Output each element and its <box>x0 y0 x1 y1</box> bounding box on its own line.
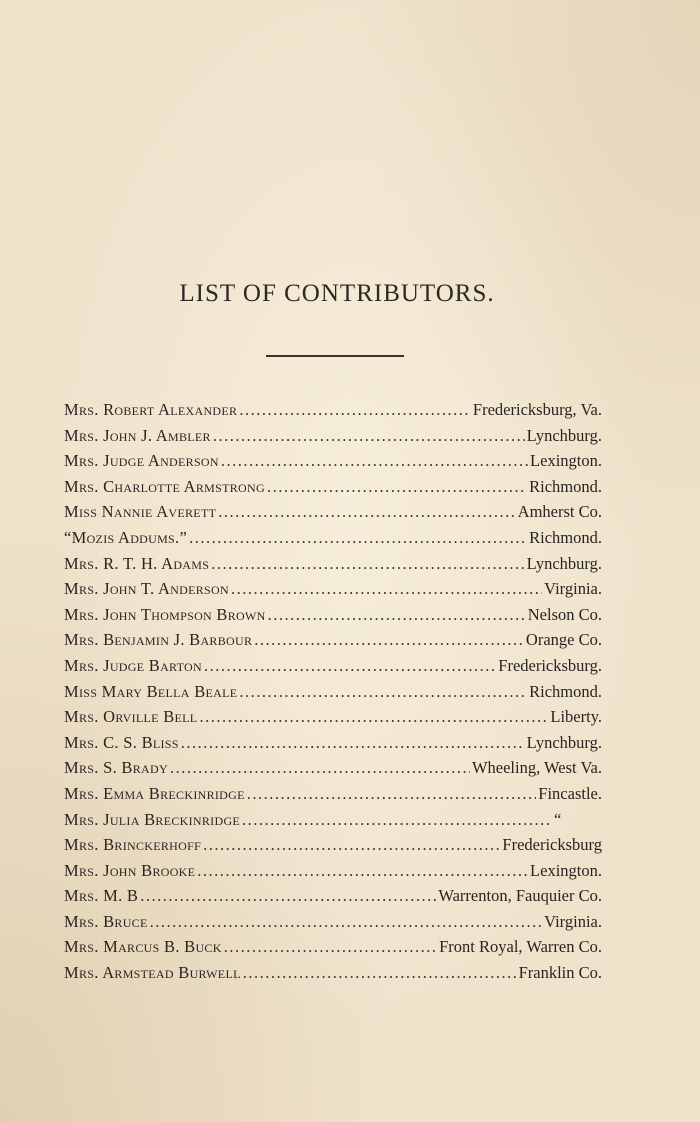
contributor-place: Lynchburg. <box>526 732 602 752</box>
contributor-place: Lynchburg. <box>526 425 602 445</box>
contributor-name: Mrs. Julia Breckinridge <box>64 809 241 829</box>
contributor-name: Mrs. Brinckerhoff <box>64 835 202 855</box>
dot-leader <box>243 960 517 986</box>
contributor-place: Front Royal, Warren Co. <box>439 937 602 957</box>
contributor-name: Mrs. S. Brady <box>64 758 168 778</box>
contributor-place: Warrenton, Fauquier Co. <box>438 886 602 906</box>
dot-leader <box>242 807 552 833</box>
contributor-entry <box>64 653 602 679</box>
contributor-name: “Mozis Addums.” <box>64 527 188 547</box>
contributor-place: Orange Co. <box>525 630 602 650</box>
contributor-name: Mrs. C. S. Bliss <box>64 732 179 752</box>
dot-leader <box>221 448 528 474</box>
contributor-name: Mrs. R. T. H. Adams <box>64 553 210 573</box>
contributor-entry <box>64 423 602 449</box>
dot-leader <box>254 627 524 653</box>
dot-leader <box>267 474 527 500</box>
contributor-entry <box>64 704 602 730</box>
contributor-entry <box>64 679 602 705</box>
contributor-name: Mrs. Benjamin J. Barbour <box>64 630 253 650</box>
dot-leader <box>203 832 500 858</box>
contributor-name: Mrs. John T. Anderson <box>64 579 229 599</box>
contributor-place: Nelson Co. <box>527 604 602 624</box>
contributor-name: Mrs. M. B <box>64 886 139 906</box>
contributor-place: “ <box>554 809 562 829</box>
contributor-name: Miss Nannie Averett <box>64 502 217 522</box>
contributor-name: Mrs. Orville Bell <box>64 707 198 727</box>
contributor-place: Richmond. <box>529 527 602 547</box>
page-title: LIST OF CONTRIBUTORS. <box>179 280 495 307</box>
contributor-name: Mrs. John Brooke <box>64 860 196 880</box>
contributor-entry <box>64 883 602 909</box>
contributor-name: Mrs. Emma Breckinridge <box>64 783 245 803</box>
dot-leader <box>199 704 548 730</box>
contributor-name: Mrs. John Thompson Brown <box>64 604 266 624</box>
contributor-place: Lexington. <box>530 860 602 880</box>
dot-leader <box>189 525 527 551</box>
contributor-entry <box>64 934 602 960</box>
contributor-place: Wheeling, West Va. <box>471 758 602 778</box>
contributor-name: Mrs. John J. Ambler <box>64 425 211 445</box>
dot-leader <box>181 730 525 756</box>
contributor-name: Mrs. Charlotte Armstrong <box>64 476 265 496</box>
contributor-place: Lynchburg. <box>526 553 602 573</box>
dot-leader <box>140 883 436 909</box>
contributor-entry <box>64 448 602 474</box>
contributor-entry <box>64 755 602 781</box>
dot-leader <box>218 499 515 525</box>
contributor-entry <box>64 730 602 756</box>
contributor-entry <box>64 602 602 628</box>
dot-leader <box>247 781 537 807</box>
contributor-place: Lexington. <box>530 451 602 471</box>
dot-leader <box>170 755 470 781</box>
contributor-name: Miss Mary Bella Beale <box>64 681 238 701</box>
contributor-place: Amherst Co. <box>517 502 602 522</box>
contributor-entry <box>64 858 602 884</box>
contributor-entry <box>64 832 602 858</box>
contributor-entry <box>64 781 602 807</box>
contributor-entry <box>64 474 602 500</box>
dot-leader <box>239 397 471 423</box>
dot-leader <box>211 551 524 577</box>
contributor-place: Fredericksburg, Va. <box>472 400 602 419</box>
contributor-place: Richmond. <box>529 476 602 496</box>
contributor-entry <box>64 960 602 986</box>
contributor-entry <box>64 525 602 551</box>
dot-leader <box>231 576 542 602</box>
contributor-place: Liberty. <box>550 707 602 727</box>
dot-leader <box>239 679 527 705</box>
contributor-list <box>64 397 602 986</box>
contributor-place: Fincastle. <box>538 783 602 803</box>
contributor-entry <box>64 909 602 935</box>
contributor-place: Fredericksburg <box>502 835 602 855</box>
contributor-entry <box>64 397 602 423</box>
dot-leader <box>197 858 528 884</box>
contributor-entry <box>64 551 602 577</box>
contributor-name: Mrs. Armstead Burwell <box>64 963 241 983</box>
contributor-place: Franklin Co. <box>518 963 602 983</box>
contributor-entry <box>64 807 602 833</box>
dot-leader <box>150 909 543 935</box>
contributor-name: Mrs. Bruce <box>64 911 148 931</box>
contributor-entry <box>64 499 602 525</box>
title-rule <box>266 355 404 357</box>
contributor-entry <box>64 627 602 653</box>
contributor-place: Richmond. <box>529 681 602 701</box>
contributor-place: Fredericksburg. <box>498 655 602 675</box>
contributor-place: Virginia. <box>544 911 602 931</box>
contributor-name: Mrs. Marcus B. Buck <box>64 937 222 957</box>
dot-leader <box>268 602 526 628</box>
contributor-name: Mrs. Judge Barton <box>64 655 202 675</box>
contributor-name: Mrs. Judge Anderson <box>64 451 219 471</box>
dot-leader <box>213 423 525 449</box>
contributor-entry <box>64 576 602 602</box>
dot-leader <box>204 653 496 679</box>
dot-leader <box>224 934 437 960</box>
contributor-name: Mrs. Robert Alexander <box>64 400 238 419</box>
contributor-place: Virginia. <box>544 579 602 599</box>
